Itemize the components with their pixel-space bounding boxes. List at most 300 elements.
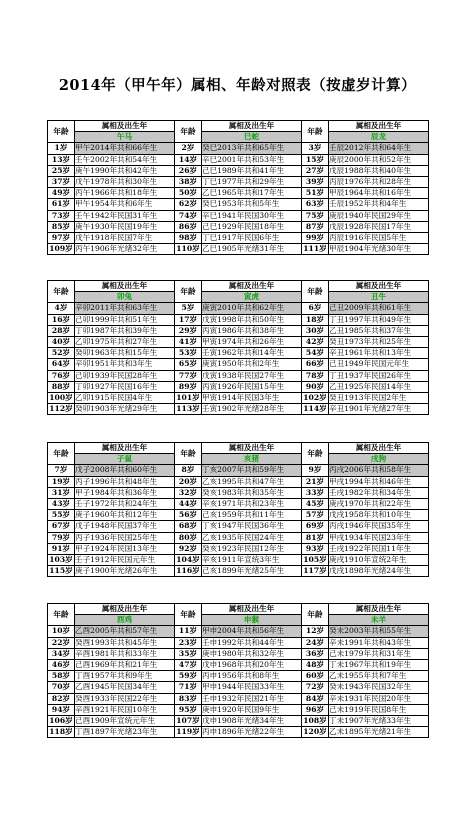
- birth-year-cell: 庚子1900年光绪26年生: [75, 566, 175, 577]
- zodiac-table-block-2: [47, 280, 429, 415]
- table-row: [48, 510, 429, 521]
- table-row: [48, 176, 429, 187]
- birth-year-cell: 壬申1932年民国21年生: [202, 693, 302, 704]
- birth-year-cell: 辛未1991年共和43年生: [329, 637, 429, 648]
- birth-year-cell: 戊子1948年民国37年生: [75, 521, 175, 532]
- age-column-header: 年龄: [48, 281, 75, 303]
- age-cell: 76岁: [48, 370, 75, 381]
- age-cell: 56岁: [175, 510, 202, 521]
- age-cell: 15岁: [302, 154, 329, 165]
- birth-year-cell: 乙卯1975年共和27年生: [75, 336, 175, 347]
- age-cell: 33岁: [302, 487, 329, 498]
- birth-year-cell: 癸巳1953年共和5年生: [202, 199, 302, 210]
- zodiac-animal-label: 子鼠: [75, 454, 175, 465]
- birth-year-cell: 戊辰1988年共和40年生: [329, 165, 429, 176]
- birth-year-cell: 丙戌1946年民国35年生: [329, 521, 429, 532]
- table-row: [48, 543, 429, 554]
- age-column-header: 年龄: [302, 604, 329, 626]
- age-column-header: 年龄: [175, 121, 202, 143]
- birth-year-cell: 乙巳1905年光绪31年生: [202, 244, 302, 255]
- birth-year-cell: 丙寅1986年共和38年生: [202, 325, 302, 336]
- age-cell: 92岁: [175, 543, 202, 554]
- birth-year-cell: 丙子1996年共和48年生: [75, 476, 175, 487]
- table-row: [48, 648, 429, 659]
- age-cell: 31岁: [48, 487, 75, 498]
- age-cell: 74岁: [175, 210, 202, 221]
- age-column-header: 年龄: [302, 281, 329, 303]
- age-cell: 44岁: [175, 498, 202, 509]
- age-cell: 57岁: [302, 510, 329, 521]
- age-cell: 67岁: [48, 521, 75, 532]
- birth-year-column-header: 属相及出生年: [202, 281, 302, 292]
- age-cell: 55岁: [48, 510, 75, 521]
- age-cell: 54岁: [302, 348, 329, 359]
- age-cell: 75岁: [302, 210, 329, 221]
- birth-year-cell: 戊申1968年共和20年生: [202, 659, 302, 670]
- table-row: [48, 671, 429, 682]
- birth-year-cell: 丙申1956年共和8年生: [202, 671, 302, 682]
- age-cell: 9岁: [302, 465, 329, 476]
- table-row: [48, 693, 429, 704]
- birth-year-cell: 癸酉1993年共和45年生: [75, 637, 175, 648]
- birth-year-cell: 甲寅1914年民国3年生: [202, 392, 302, 403]
- birth-year-column-header: 属相及出生年: [75, 121, 175, 132]
- birth-year-cell: 癸亥1983年共和35年生: [202, 487, 302, 498]
- table-row: [48, 381, 429, 392]
- birth-year-cell: 庚辰2000年共和52年生: [329, 154, 429, 165]
- table-header-row: [48, 604, 429, 615]
- age-cell: 16岁: [48, 314, 75, 325]
- birth-year-cell: 乙亥1935年民国24年生: [202, 532, 302, 543]
- zodiac-animal-label: 午马: [75, 132, 175, 143]
- age-cell: 107岁: [176, 715, 200, 725]
- birth-year-cell: 辛卯1951年共和3年生: [75, 359, 175, 370]
- zodiac-animal-label: 丑牛: [329, 292, 429, 303]
- age-cell: 86岁: [175, 221, 202, 232]
- table-row: [48, 498, 429, 509]
- age-cell: 89岁: [175, 381, 202, 392]
- birth-year-cell: 甲午2014年共和66年生: [75, 143, 175, 154]
- birth-year-cell: 癸巳2013年共和65年生: [202, 143, 302, 154]
- age-cell: 43岁: [48, 498, 75, 509]
- birth-year-cell: 辛亥1911年宣统3年生: [202, 554, 302, 565]
- age-cell: 96岁: [302, 704, 329, 715]
- birth-year-cell: 丙午1906年光绪32年生: [75, 244, 175, 255]
- age-cell: 98岁: [175, 232, 202, 243]
- birth-year-cell: 癸卯1963年共和15年生: [75, 348, 175, 359]
- birth-year-cell: 己未1919年民国8年生: [329, 704, 429, 715]
- age-cell: 8岁: [175, 465, 202, 476]
- zodiac-table-block-4: [47, 603, 429, 738]
- birth-year-cell: 辛丑1901年光绪27年生: [329, 404, 429, 415]
- age-cell: 120岁: [303, 727, 327, 737]
- age-cell: 18岁: [302, 314, 329, 325]
- table-row: [48, 221, 429, 232]
- age-cell: 87岁: [302, 221, 329, 232]
- age-cell: 10岁: [48, 626, 75, 637]
- age-cell: 12岁: [302, 626, 329, 637]
- age-cell: 93岁: [302, 543, 329, 554]
- zodiac-animal-label: 寅虎: [202, 292, 302, 303]
- birth-year-cell: 癸卯1903年光绪29年生: [75, 404, 175, 415]
- animal-header-row: [48, 132, 429, 143]
- age-cell: 34岁: [48, 648, 75, 659]
- age-cell: 68岁: [175, 521, 202, 532]
- birth-year-cell: 丙子1936年民国25年生: [75, 532, 175, 543]
- birth-year-cell: 戊午1978年共和30年生: [75, 176, 175, 187]
- page-title: 2014年（甲午年）属相、年龄对照表（按虚岁计算）: [58, 77, 417, 94]
- age-cell: 2岁: [175, 143, 202, 154]
- birth-year-cell: 乙未1955年共和7年生: [329, 671, 429, 682]
- table-row: [48, 465, 429, 476]
- age-cell: 94岁: [48, 704, 75, 715]
- table-row: [48, 199, 429, 210]
- birth-year-cell: 庚子1960年共和12年生: [75, 510, 175, 521]
- age-cell: 41岁: [175, 336, 202, 347]
- birth-year-cell: 甲申2004年共和56年生: [202, 626, 302, 637]
- birth-year-cell: 戊辰1928年民国17年生: [329, 221, 429, 232]
- table-row: [48, 476, 429, 487]
- birth-year-cell: 丁丑1997年共和49年生: [329, 314, 429, 325]
- birth-year-cell: 辛酉1921年民国10年生: [75, 704, 175, 715]
- table-row: [48, 659, 429, 670]
- birth-year-cell: 丙午1966年共和18年生: [75, 188, 175, 199]
- table-header-row: [48, 281, 429, 292]
- age-column-header: 年龄: [48, 604, 75, 626]
- table-row: [48, 704, 429, 715]
- age-cell: 4岁: [48, 303, 75, 314]
- age-cell: 109岁: [49, 244, 73, 254]
- table-row: [48, 154, 429, 165]
- birth-year-cell: 丁酉1957年共和9年生: [75, 671, 175, 682]
- age-cell: 73岁: [48, 210, 75, 221]
- age-cell: 3岁: [302, 143, 329, 154]
- birth-year-cell: 癸丑1973年共和25年生: [329, 336, 429, 347]
- animal-header-row: [48, 615, 429, 626]
- age-cell: 65岁: [175, 359, 202, 370]
- birth-year-cell: 辛丑1961年共和13年生: [329, 348, 429, 359]
- birth-year-column-header: 属相及出生年: [329, 604, 429, 615]
- birth-year-cell: 己酉1969年共和21年生: [75, 659, 175, 670]
- age-cell: 71岁: [175, 682, 202, 693]
- birth-year-cell: 甲辰1904年光绪30年生: [329, 244, 429, 255]
- birth-year-cell: 丁卯1927年民国16年生: [75, 381, 175, 392]
- birth-year-cell: 戊子2008年共和60年生: [75, 465, 175, 476]
- age-cell: 81岁: [302, 532, 329, 543]
- birth-year-column-header: 属相及出生年: [329, 443, 429, 454]
- age-cell: 37岁: [48, 176, 75, 187]
- age-cell: 69岁: [302, 521, 329, 532]
- age-cell: 48岁: [302, 659, 329, 670]
- age-cell: 50岁: [175, 188, 202, 199]
- birth-year-cell: 戊寅1998年共和50年生: [202, 314, 302, 325]
- birth-year-cell: 戊申1908年光绪34年生: [202, 715, 302, 726]
- age-cell: 29岁: [175, 325, 202, 336]
- age-cell: 35岁: [175, 648, 202, 659]
- age-cell: 23岁: [175, 637, 202, 648]
- birth-year-cell: 丁卯1987年共和39年生: [75, 325, 175, 336]
- birth-year-cell: 壬午2002年共和54年生: [75, 154, 175, 165]
- birth-year-cell: 乙巳1965年共和17年生: [202, 188, 302, 199]
- age-cell: 27岁: [302, 165, 329, 176]
- birth-year-cell: 壬辰1952年共和4年生: [329, 199, 429, 210]
- age-cell: 59岁: [175, 671, 202, 682]
- birth-year-cell: 甲申1944年民国33年生: [202, 682, 302, 693]
- age-cell: 36岁: [302, 648, 329, 659]
- age-cell: 114岁: [303, 404, 327, 414]
- age-column-header: 年龄: [48, 121, 75, 143]
- birth-year-cell: 己卯1999年共和51年生: [75, 314, 175, 325]
- zodiac-animal-label: 巳蛇: [202, 132, 302, 143]
- table-row: [48, 566, 429, 577]
- age-cell: 49岁: [48, 188, 75, 199]
- birth-year-cell: 丙寅1926年民国15年生: [202, 381, 302, 392]
- birth-year-cell: 丁未1967年共和19年生: [329, 659, 429, 670]
- animal-header-row: [48, 454, 429, 465]
- table-row: [48, 532, 429, 543]
- age-cell: 108岁: [303, 715, 327, 725]
- birth-year-cell: 壬寅1962年共和14年生: [202, 348, 302, 359]
- age-column-header: 年龄: [175, 604, 202, 626]
- age-cell: 62岁: [175, 199, 202, 210]
- birth-year-cell: 辛卯2011年共和63年生: [75, 303, 175, 314]
- birth-year-cell: 丙辰1976年共和28年生: [329, 176, 429, 187]
- birth-year-cell: 癸丑1913年民国2年生: [329, 392, 429, 403]
- table-row: [48, 325, 429, 336]
- birth-year-cell: 丙申1896年光绪22年生: [202, 727, 302, 738]
- age-cell: 30岁: [302, 325, 329, 336]
- age-column-header: 年龄: [175, 443, 202, 465]
- birth-year-column-header: 属相及出生年: [75, 604, 175, 615]
- table-row: [48, 232, 429, 243]
- age-cell: 112岁: [49, 404, 73, 414]
- age-cell: 106岁: [49, 715, 73, 725]
- age-cell: 14岁: [175, 154, 202, 165]
- age-cell: 91岁: [48, 543, 75, 554]
- table-row: [48, 404, 429, 415]
- birth-year-cell: 丙戌2006年共和58年生: [329, 465, 429, 476]
- age-cell: 99岁: [302, 232, 329, 243]
- zodiac-animal-label: 未羊: [329, 615, 429, 626]
- age-cell: 117岁: [303, 566, 327, 576]
- table-row: [48, 165, 429, 176]
- age-cell: 25岁: [48, 165, 75, 176]
- age-cell: 105岁: [303, 554, 327, 564]
- age-cell: 82岁: [48, 693, 75, 704]
- birth-year-cell: 乙未1895年光绪21年生: [329, 727, 429, 738]
- age-cell: 111岁: [303, 244, 327, 254]
- birth-year-cell: 己亥1959年共和11年生: [202, 510, 302, 521]
- birth-year-cell: 辛未1931年民国20年生: [329, 693, 429, 704]
- birth-year-cell: 己酉1909年宣统元年生: [75, 715, 175, 726]
- table-row: [48, 188, 429, 199]
- age-cell: 104岁: [176, 554, 200, 564]
- birth-year-cell: 辛巳2001年共和53年生: [202, 154, 302, 165]
- birth-year-cell: 甲子1924年民国13年生: [75, 543, 175, 554]
- age-cell: 32岁: [175, 487, 202, 498]
- birth-year-cell: 壬辰2012年共和64年生: [329, 143, 429, 154]
- age-cell: 84岁: [302, 693, 329, 704]
- age-cell: 60岁: [302, 671, 329, 682]
- age-cell: 38岁: [175, 176, 202, 187]
- birth-year-cell: 乙丑1925年民国14年生: [329, 381, 429, 392]
- zodiac-table-block-1: [47, 120, 429, 255]
- birth-year-cell: 甲寅1974年共和26年生: [202, 336, 302, 347]
- age-cell: 101岁: [176, 392, 200, 402]
- age-cell: 46岁: [48, 659, 75, 670]
- age-cell: 102岁: [303, 392, 327, 402]
- birth-year-cell: 戊戌1958年共和10年生: [329, 510, 429, 521]
- table-row: [48, 314, 429, 325]
- age-column-header: 年龄: [175, 281, 202, 303]
- birth-year-cell: 壬子1972年共和24年生: [75, 498, 175, 509]
- age-cell: 28岁: [48, 325, 75, 336]
- birth-year-cell: 癸未1943年民国32年生: [329, 682, 429, 693]
- age-cell: 24岁: [302, 637, 329, 648]
- birth-year-cell: 丁巳1917年民国6年生: [202, 232, 302, 243]
- age-cell: 118岁: [49, 727, 73, 737]
- age-cell: 7岁: [48, 465, 75, 476]
- birth-year-cell: 庚戌1970年共和22年生: [329, 498, 429, 509]
- zodiac-animal-label: 亥猪: [202, 454, 302, 465]
- birth-year-cell: 丁巳1977年共和29年生: [202, 176, 302, 187]
- birth-year-cell: 庚寅1950年共和2年生: [202, 359, 302, 370]
- age-cell: 61岁: [48, 199, 75, 210]
- age-cell: 78岁: [302, 370, 329, 381]
- age-column-header: 年龄: [48, 443, 75, 465]
- birth-year-cell: 乙卯1915年民国4年生: [75, 392, 175, 403]
- birth-year-cell: 己亥1899年光绪25年生: [202, 566, 302, 577]
- birth-year-cell: 辛巳1941年民国30年生: [202, 210, 302, 221]
- birth-year-cell: 乙丑1985年共和37年生: [329, 325, 429, 336]
- birth-year-cell: 甲辰1964年共和16年生: [329, 188, 429, 199]
- age-cell: 115岁: [49, 566, 73, 576]
- age-cell: 22岁: [48, 637, 75, 648]
- table-row: [48, 336, 429, 347]
- table-row: [48, 370, 429, 381]
- birth-year-cell: 甲戌1994年共和46年生: [329, 476, 429, 487]
- zodiac-animal-label: 卯兔: [75, 292, 175, 303]
- age-cell: 64岁: [48, 359, 75, 370]
- age-cell: 1岁: [48, 143, 75, 154]
- zodiac-table-block-3: [47, 442, 429, 577]
- birth-year-cell: 庚午1930年民国19年生: [75, 221, 175, 232]
- table-row: [48, 521, 429, 532]
- table-header-row: [48, 121, 429, 132]
- zodiac-animal-label: 酉鸡: [75, 615, 175, 626]
- birth-year-cell: 辛酉1981年共和33年生: [75, 648, 175, 659]
- birth-year-cell: 己巳1929年民国18年生: [202, 221, 302, 232]
- age-cell: 26岁: [175, 165, 202, 176]
- age-cell: 113岁: [176, 404, 200, 414]
- birth-year-cell: 壬戌1982年共和34年生: [329, 487, 429, 498]
- birth-year-column-header: 属相及出生年: [75, 281, 175, 292]
- table-row: [48, 359, 429, 370]
- table-row: [48, 487, 429, 498]
- birth-year-cell: 辛亥1971年共和23年生: [202, 498, 302, 509]
- birth-year-column-header: 属相及出生年: [75, 443, 175, 454]
- birth-year-cell: 乙亥1995年共和47年生: [202, 476, 302, 487]
- table-row: [48, 727, 429, 738]
- birth-year-cell: 壬子1912年民国元年生: [75, 554, 175, 565]
- age-cell: 52岁: [48, 348, 75, 359]
- age-cell: 47岁: [175, 659, 202, 670]
- age-cell: 95岁: [175, 704, 202, 715]
- age-cell: 19岁: [48, 476, 75, 487]
- age-cell: 51岁: [302, 188, 329, 199]
- age-cell: 5岁: [175, 303, 202, 314]
- birth-year-cell: 乙酉2005年共和57年生: [75, 626, 175, 637]
- birth-year-cell: 壬午1942年民国31年生: [75, 210, 175, 221]
- birth-year-cell: 壬寅1902年光绪28年生: [202, 404, 302, 415]
- birth-year-column-header: 属相及出生年: [329, 121, 429, 132]
- birth-year-cell: 庚午1990年共和42年生: [75, 165, 175, 176]
- birth-year-cell: 己巳1989年共和41年生: [202, 165, 302, 176]
- birth-year-cell: 庚申1980年共和32年生: [202, 648, 302, 659]
- age-cell: 66岁: [302, 359, 329, 370]
- table-row: [48, 626, 429, 637]
- age-cell: 53岁: [175, 348, 202, 359]
- birth-year-cell: 丙辰1916年民国5年生: [329, 232, 429, 243]
- birth-year-cell: 庚辰1940年民国29年生: [329, 210, 429, 221]
- birth-year-cell: 己未1979年共和31年生: [329, 648, 429, 659]
- age-cell: 40岁: [48, 336, 75, 347]
- table-row: [48, 682, 429, 693]
- age-cell: 97岁: [48, 232, 75, 243]
- age-cell: 116岁: [176, 566, 200, 576]
- age-cell: 80岁: [175, 532, 202, 543]
- age-cell: 100岁: [49, 392, 73, 402]
- age-cell: 70岁: [48, 682, 75, 693]
- birth-year-cell: 丁酉1897年光绪23年生: [75, 727, 175, 738]
- table-row: [48, 554, 429, 565]
- age-cell: 17岁: [175, 314, 202, 325]
- birth-year-cell: 戊寅1938年民国27年生: [202, 370, 302, 381]
- birth-year-cell: 庚寅2010年共和62年生: [202, 303, 302, 314]
- age-cell: 103岁: [49, 554, 73, 564]
- age-cell: 20岁: [175, 476, 202, 487]
- birth-year-column-header: 属相及出生年: [329, 281, 429, 292]
- age-column-header: 年龄: [302, 121, 329, 143]
- birth-year-cell: 癸亥1923年民国12年生: [202, 543, 302, 554]
- table-row: [48, 715, 429, 726]
- table-row: [48, 244, 429, 255]
- birth-year-column-header: 属相及出生年: [202, 443, 302, 454]
- age-cell: 45岁: [302, 498, 329, 509]
- birth-year-cell: 庚申1920年民国9年生: [202, 704, 302, 715]
- animal-header-row: [48, 292, 429, 303]
- birth-year-cell: 甲子1984年共和36年生: [75, 487, 175, 498]
- table-row: [48, 303, 429, 314]
- age-cell: 6岁: [302, 303, 329, 314]
- age-cell: 85岁: [48, 221, 75, 232]
- birth-year-cell: 甲戌1934年民国23年生: [329, 532, 429, 543]
- birth-year-cell: 戊戌1898年光绪24年生: [329, 566, 429, 577]
- birth-year-cell: 乙酉1945年民国34年生: [75, 682, 175, 693]
- birth-year-cell: 丁亥1947年民国36年生: [202, 521, 302, 532]
- age-cell: 63岁: [302, 199, 329, 210]
- age-cell: 21岁: [302, 476, 329, 487]
- table-row: [48, 210, 429, 221]
- zodiac-animal-label: 戌狗: [329, 454, 429, 465]
- birth-year-cell: 丁亥2007年共和59年生: [202, 465, 302, 476]
- age-cell: 83岁: [175, 693, 202, 704]
- birth-year-cell: 癸酉1933年民国22年生: [75, 693, 175, 704]
- age-cell: 72岁: [302, 682, 329, 693]
- table-row: [48, 637, 429, 648]
- age-cell: 77岁: [175, 370, 202, 381]
- table-row: [48, 143, 429, 154]
